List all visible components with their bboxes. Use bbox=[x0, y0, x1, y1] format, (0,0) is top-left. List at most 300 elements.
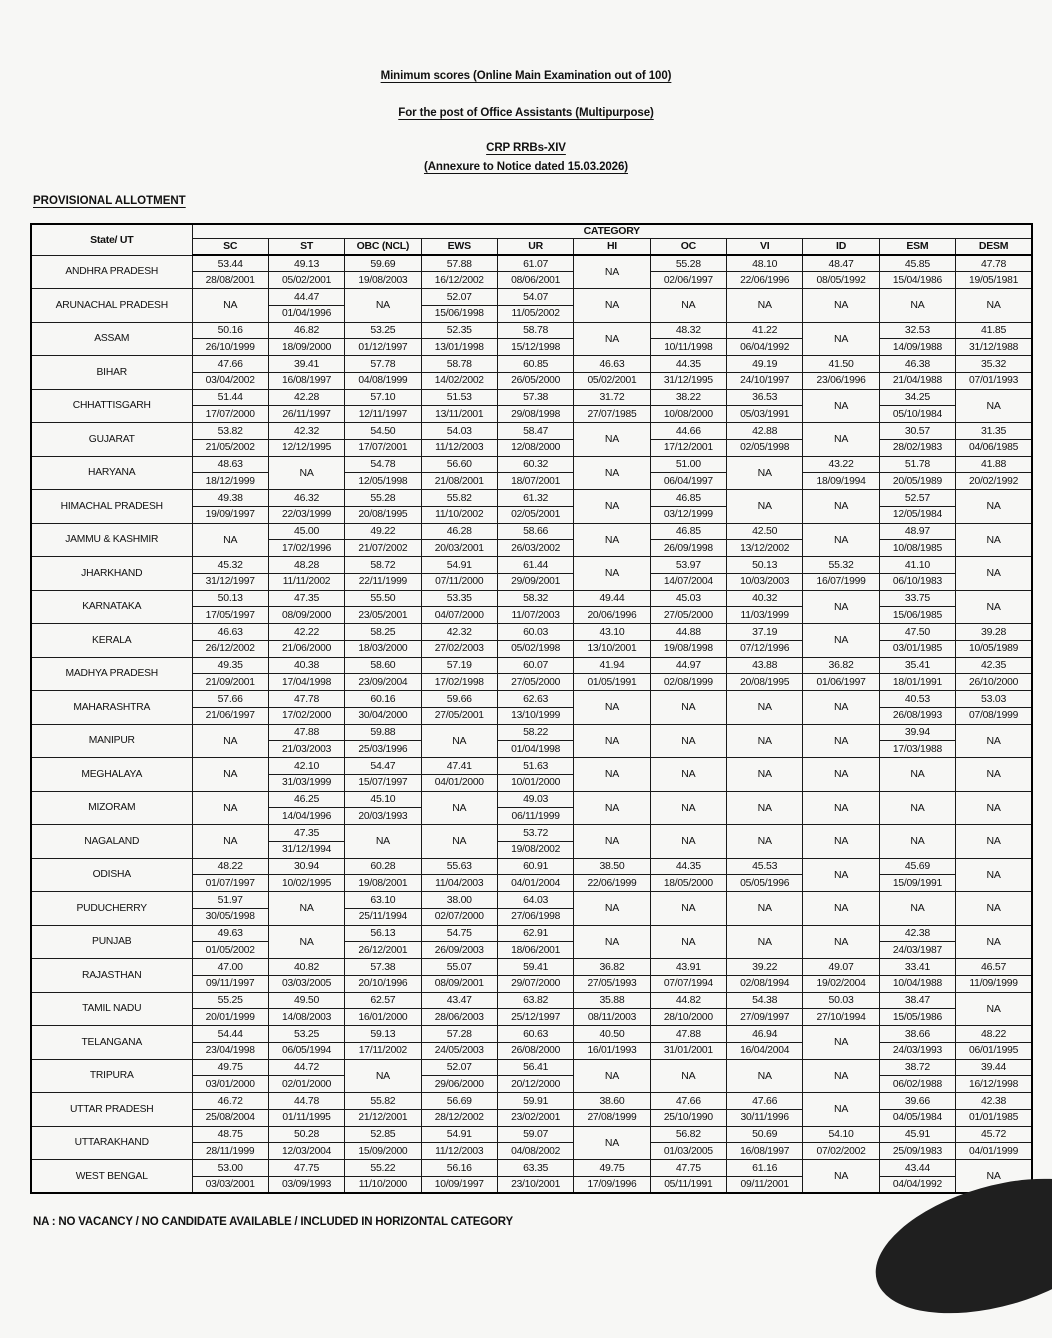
date-cell: 23/09/2004 bbox=[345, 674, 421, 691]
score-cell: 35.88 bbox=[574, 992, 650, 1009]
date-cell: 05/10/1984 bbox=[879, 406, 955, 423]
score-cell: 54.07 bbox=[497, 289, 573, 306]
date-cell: 10/02/1995 bbox=[268, 875, 344, 892]
date-cell: 11/07/2003 bbox=[497, 607, 573, 624]
score-cell: 42.32 bbox=[421, 624, 497, 641]
date-cell: 03/09/1993 bbox=[268, 1176, 344, 1193]
na-cell: NA bbox=[956, 590, 1032, 624]
score-cell: 42.50 bbox=[727, 523, 803, 540]
date-cell: 19/08/2002 bbox=[497, 841, 573, 858]
score-cell: 54.91 bbox=[421, 557, 497, 574]
date-cell: 02/07/2000 bbox=[421, 908, 497, 925]
na-cell: NA bbox=[956, 724, 1032, 758]
score-cell: 47.50 bbox=[879, 624, 955, 641]
col-header-st: ST bbox=[268, 238, 344, 255]
score-cell: 42.38 bbox=[879, 925, 955, 942]
score-cell: 63.35 bbox=[497, 1160, 573, 1177]
score-cell: 38.47 bbox=[879, 992, 955, 1009]
date-cell: 25/08/2004 bbox=[192, 1109, 268, 1126]
date-cell: 15/07/1997 bbox=[345, 774, 421, 791]
score-cell: 45.85 bbox=[879, 255, 955, 272]
date-cell: 29/09/2001 bbox=[497, 573, 573, 590]
date-cell: 02/08/1999 bbox=[650, 674, 726, 691]
date-cell: 17/12/2001 bbox=[650, 439, 726, 456]
date-cell: 12/05/1984 bbox=[879, 506, 955, 523]
date-cell: 11/09/1999 bbox=[956, 975, 1032, 992]
score-cell: 57.66 bbox=[192, 691, 268, 708]
state-cell: RAJASTHAN bbox=[31, 959, 192, 993]
score-cell: 49.07 bbox=[803, 959, 879, 976]
na-cell: NA bbox=[803, 624, 879, 658]
na-cell: NA bbox=[956, 1160, 1032, 1194]
na-cell: NA bbox=[803, 858, 879, 892]
score-cell: 58.60 bbox=[345, 657, 421, 674]
score-cell: 49.75 bbox=[192, 1059, 268, 1076]
date-cell: 23/10/2001 bbox=[497, 1176, 573, 1193]
na-cell: NA bbox=[727, 691, 803, 725]
score-cell: 42.22 bbox=[268, 624, 344, 641]
score-cell: 58.72 bbox=[345, 557, 421, 574]
date-cell: 26/08/2000 bbox=[497, 1042, 573, 1059]
score-cell: 53.00 bbox=[192, 1160, 268, 1177]
date-cell: 16/04/2004 bbox=[727, 1042, 803, 1059]
score-cell: 40.32 bbox=[727, 590, 803, 607]
score-cell: 51.00 bbox=[650, 456, 726, 473]
score-cell: 62.63 bbox=[497, 691, 573, 708]
date-cell: 04/01/2004 bbox=[497, 875, 573, 892]
date-cell: 17/02/1996 bbox=[268, 540, 344, 557]
score-cell: 54.47 bbox=[345, 758, 421, 775]
score-cell: 47.35 bbox=[268, 590, 344, 607]
date-cell: 05/02/1998 bbox=[497, 640, 573, 657]
score-cell: 40.50 bbox=[574, 1026, 650, 1043]
state-cell: MADHYA PRADESH bbox=[31, 657, 192, 691]
date-cell: 04/01/1999 bbox=[956, 1143, 1032, 1160]
score-cell: 38.50 bbox=[574, 858, 650, 875]
date-cell: 01/03/2005 bbox=[650, 1143, 726, 1160]
score-cell: 57.38 bbox=[497, 389, 573, 406]
date-cell: 25/09/1983 bbox=[879, 1143, 955, 1160]
score-cell: 54.44 bbox=[192, 1026, 268, 1043]
score-cell: 58.78 bbox=[421, 356, 497, 373]
state-cell: MEGHALAYA bbox=[31, 758, 192, 792]
date-cell: 31/12/1995 bbox=[650, 372, 726, 389]
na-cell: NA bbox=[727, 925, 803, 959]
date-cell: 29/08/1998 bbox=[497, 406, 573, 423]
date-cell: 02/06/1997 bbox=[650, 272, 726, 289]
state-cell: ASSAM bbox=[31, 322, 192, 356]
category-header: CATEGORY bbox=[192, 224, 1032, 238]
score-cell: 55.22 bbox=[345, 1160, 421, 1177]
date-cell: 29/06/2000 bbox=[421, 1076, 497, 1093]
score-cell: 31.35 bbox=[956, 423, 1032, 440]
na-legend: NA : NO VACANCY / NO CANDIDATE AVAILABLE / INCLUDED IN HORIZONTAL CATEGORY bbox=[33, 1216, 513, 1228]
na-cell: NA bbox=[727, 892, 803, 926]
state-cell: MIZORAM bbox=[31, 791, 192, 825]
date-cell: 09/11/1997 bbox=[192, 975, 268, 992]
state-cell: HARYANA bbox=[31, 456, 192, 490]
na-cell: NA bbox=[956, 925, 1032, 959]
na-cell: NA bbox=[956, 892, 1032, 926]
na-cell: NA bbox=[192, 724, 268, 758]
date-cell: 07/11/2000 bbox=[421, 573, 497, 590]
score-cell: 35.41 bbox=[879, 657, 955, 674]
date-cell: 24/05/2003 bbox=[421, 1042, 497, 1059]
date-cell: 26/09/2003 bbox=[421, 942, 497, 959]
date-cell: 25/03/1996 bbox=[345, 741, 421, 758]
date-cell: 05/02/2001 bbox=[268, 272, 344, 289]
date-cell: 20/08/1995 bbox=[727, 674, 803, 691]
score-cell: 47.88 bbox=[650, 1026, 726, 1043]
score-cell: 47.66 bbox=[727, 1093, 803, 1110]
date-cell: 22/11/1999 bbox=[345, 573, 421, 590]
score-cell: 44.47 bbox=[268, 289, 344, 306]
na-cell: NA bbox=[192, 523, 268, 557]
date-cell: 17/07/2001 bbox=[345, 439, 421, 456]
na-cell: NA bbox=[345, 289, 421, 323]
score-cell: 45.91 bbox=[879, 1126, 955, 1143]
score-cell: 50.03 bbox=[803, 992, 879, 1009]
date-cell: 19/08/1998 bbox=[650, 640, 726, 657]
score-cell: 47.88 bbox=[268, 724, 344, 741]
date-cell: 31/12/1994 bbox=[268, 841, 344, 858]
date-cell: 01/11/1995 bbox=[268, 1109, 344, 1126]
date-cell: 20/10/1996 bbox=[345, 975, 421, 992]
score-cell: 52.07 bbox=[421, 1059, 497, 1076]
na-cell: NA bbox=[574, 557, 650, 591]
na-cell: NA bbox=[727, 289, 803, 323]
na-cell: NA bbox=[574, 523, 650, 557]
date-cell: 26/09/1998 bbox=[650, 540, 726, 557]
date-cell: 04/08/1999 bbox=[345, 372, 421, 389]
score-cell: 51.44 bbox=[192, 389, 268, 406]
score-cell: 42.88 bbox=[727, 423, 803, 440]
na-cell: NA bbox=[574, 255, 650, 289]
score-cell: 53.72 bbox=[497, 825, 573, 842]
date-cell: 06/05/1994 bbox=[268, 1042, 344, 1059]
date-cell: 15/12/1998 bbox=[497, 339, 573, 356]
date-cell: 04/01/2000 bbox=[421, 774, 497, 791]
date-cell: 10/01/2000 bbox=[497, 774, 573, 791]
score-cell: 56.16 bbox=[421, 1160, 497, 1177]
score-cell: 41.22 bbox=[727, 322, 803, 339]
date-cell: 25/10/1990 bbox=[650, 1109, 726, 1126]
date-cell: 22/06/1996 bbox=[727, 272, 803, 289]
date-cell: 11/05/2002 bbox=[497, 305, 573, 322]
state-cell: TELANGANA bbox=[31, 1026, 192, 1060]
score-cell: 47.00 bbox=[192, 959, 268, 976]
score-cell: 58.66 bbox=[497, 523, 573, 540]
na-cell: NA bbox=[574, 691, 650, 725]
na-cell: NA bbox=[879, 892, 955, 926]
score-cell: 51.78 bbox=[879, 456, 955, 473]
score-cell: 59.41 bbox=[497, 959, 573, 976]
date-cell: 17/02/1998 bbox=[421, 674, 497, 691]
score-cell: 48.97 bbox=[879, 523, 955, 540]
na-cell: NA bbox=[421, 825, 497, 859]
date-cell: 15/05/1986 bbox=[879, 1009, 955, 1026]
na-cell: NA bbox=[650, 289, 726, 323]
date-cell: 20/08/1995 bbox=[345, 506, 421, 523]
state-cell: CHHATTISGARH bbox=[31, 389, 192, 423]
na-cell: NA bbox=[803, 1160, 879, 1194]
col-header-sc: SC bbox=[192, 238, 268, 255]
na-cell: NA bbox=[803, 322, 879, 356]
score-cell: 57.10 bbox=[345, 389, 421, 406]
score-cell: 43.47 bbox=[421, 992, 497, 1009]
score-cell: 30.57 bbox=[879, 423, 955, 440]
col-header-ur: UR bbox=[497, 238, 573, 255]
score-cell: 49.22 bbox=[345, 523, 421, 540]
date-cell: 31/12/1988 bbox=[956, 339, 1032, 356]
date-cell: 03/12/1999 bbox=[650, 506, 726, 523]
document-header bbox=[0, 70, 1052, 173]
score-cell: 46.72 bbox=[192, 1093, 268, 1110]
date-cell: 21/04/1988 bbox=[879, 372, 955, 389]
date-cell: 15/06/1998 bbox=[421, 305, 497, 322]
score-cell: 60.32 bbox=[497, 456, 573, 473]
score-cell: 49.75 bbox=[574, 1160, 650, 1177]
score-cell: 45.53 bbox=[727, 858, 803, 875]
score-cell: 46.85 bbox=[650, 523, 726, 540]
date-cell: 28/10/2000 bbox=[650, 1009, 726, 1026]
na-cell: NA bbox=[727, 825, 803, 859]
na-cell: NA bbox=[956, 992, 1032, 1026]
na-cell: NA bbox=[803, 423, 879, 457]
score-cell: 56.60 bbox=[421, 456, 497, 473]
score-cell: 45.72 bbox=[956, 1126, 1032, 1143]
score-cell: 41.94 bbox=[574, 657, 650, 674]
score-cell: 53.03 bbox=[956, 691, 1032, 708]
score-cell: 45.10 bbox=[345, 791, 421, 808]
date-cell: 31/01/2001 bbox=[650, 1042, 726, 1059]
col-header-oc: OC bbox=[650, 238, 726, 255]
na-cell: NA bbox=[574, 490, 650, 524]
date-cell: 15/06/1985 bbox=[879, 607, 955, 624]
date-cell: 10/04/1988 bbox=[879, 975, 955, 992]
date-cell: 28/11/1999 bbox=[192, 1143, 268, 1160]
score-cell: 57.19 bbox=[421, 657, 497, 674]
date-cell: 23/04/1998 bbox=[192, 1042, 268, 1059]
na-cell: NA bbox=[650, 758, 726, 792]
date-cell: 13/01/1998 bbox=[421, 339, 497, 356]
na-cell: NA bbox=[345, 825, 421, 859]
score-cell: 47.66 bbox=[650, 1093, 726, 1110]
score-cell: 34.25 bbox=[879, 389, 955, 406]
score-cell: 58.32 bbox=[497, 590, 573, 607]
date-cell: 14/02/2002 bbox=[421, 372, 497, 389]
score-cell: 39.28 bbox=[956, 624, 1032, 641]
date-cell: 23/02/2001 bbox=[497, 1109, 573, 1126]
score-cell: 43.22 bbox=[803, 456, 879, 473]
na-cell: NA bbox=[803, 289, 879, 323]
date-cell: 11/11/2002 bbox=[268, 573, 344, 590]
date-cell: 19/08/2001 bbox=[345, 875, 421, 892]
date-cell: 12/05/1998 bbox=[345, 473, 421, 490]
date-cell: 11/03/1999 bbox=[727, 607, 803, 624]
state-cell: ARUNACHAL PRADESH bbox=[31, 289, 192, 323]
score-cell: 42.28 bbox=[268, 389, 344, 406]
score-cell: 35.32 bbox=[956, 356, 1032, 373]
date-cell: 30/04/2000 bbox=[345, 707, 421, 724]
date-cell: 24/03/1993 bbox=[879, 1042, 955, 1059]
state-cell: UTTARAKHAND bbox=[31, 1126, 192, 1160]
date-cell: 15/09/1991 bbox=[879, 875, 955, 892]
score-cell: 43.44 bbox=[879, 1160, 955, 1177]
na-cell: NA bbox=[879, 758, 955, 792]
date-cell: 07/12/1996 bbox=[727, 640, 803, 657]
date-cell: 21/06/1997 bbox=[192, 707, 268, 724]
date-cell: 26/12/2002 bbox=[192, 640, 268, 657]
date-cell: 11/04/2003 bbox=[421, 875, 497, 892]
na-cell: NA bbox=[574, 423, 650, 457]
date-cell: 10/08/2000 bbox=[650, 406, 726, 423]
score-cell: 59.13 bbox=[345, 1026, 421, 1043]
score-cell: 39.22 bbox=[727, 959, 803, 976]
date-cell: 13/10/1999 bbox=[497, 707, 573, 724]
date-cell: 08/09/2001 bbox=[421, 975, 497, 992]
date-cell: 06/01/1995 bbox=[956, 1042, 1032, 1059]
col-header-vi: VI bbox=[727, 238, 803, 255]
score-cell: 54.10 bbox=[803, 1126, 879, 1143]
document-subtitle: For the post of Office Assistants (Multipurpose) bbox=[398, 107, 654, 119]
score-cell: 43.88 bbox=[727, 657, 803, 674]
score-cell: 49.50 bbox=[268, 992, 344, 1009]
score-cell: 47.66 bbox=[192, 356, 268, 373]
date-cell: 02/05/2001 bbox=[497, 506, 573, 523]
date-cell: 15/09/2000 bbox=[345, 1143, 421, 1160]
score-cell: 38.22 bbox=[650, 389, 726, 406]
na-cell: NA bbox=[803, 1059, 879, 1093]
na-cell: NA bbox=[879, 791, 955, 825]
date-cell: 21/08/2001 bbox=[421, 473, 497, 490]
col-header-esm: ESM bbox=[879, 238, 955, 255]
score-cell: 55.07 bbox=[421, 959, 497, 976]
date-cell: 21/07/2002 bbox=[345, 540, 421, 557]
score-cell: 55.25 bbox=[192, 992, 268, 1009]
col-header-ews: EWS bbox=[421, 238, 497, 255]
na-cell: NA bbox=[803, 758, 879, 792]
na-cell: NA bbox=[956, 825, 1032, 859]
date-cell: 21/12/2001 bbox=[345, 1109, 421, 1126]
date-cell: 24/10/1997 bbox=[727, 372, 803, 389]
date-cell: 20/02/1992 bbox=[956, 473, 1032, 490]
score-cell: 38.72 bbox=[879, 1059, 955, 1076]
date-cell: 08/05/1992 bbox=[803, 272, 879, 289]
score-cell: 60.28 bbox=[345, 858, 421, 875]
score-cell: 62.57 bbox=[345, 992, 421, 1009]
date-cell: 25/11/1994 bbox=[345, 908, 421, 925]
score-cell: 47.75 bbox=[268, 1160, 344, 1177]
date-cell: 09/11/2001 bbox=[727, 1176, 803, 1193]
score-cell: 53.35 bbox=[421, 590, 497, 607]
date-cell: 01/04/1996 bbox=[268, 305, 344, 322]
score-cell: 52.85 bbox=[345, 1126, 421, 1143]
score-cell: 48.32 bbox=[650, 322, 726, 339]
score-cell: 50.28 bbox=[268, 1126, 344, 1143]
date-cell: 18/05/2000 bbox=[650, 875, 726, 892]
col-header-desm: DESM bbox=[956, 238, 1032, 255]
date-cell: 27/08/1999 bbox=[574, 1109, 650, 1126]
na-cell: NA bbox=[192, 791, 268, 825]
score-cell: 60.07 bbox=[497, 657, 573, 674]
date-cell: 03/01/1985 bbox=[879, 640, 955, 657]
date-cell: 07/07/1994 bbox=[650, 975, 726, 992]
score-cell: 44.97 bbox=[650, 657, 726, 674]
date-cell: 27/07/1985 bbox=[574, 406, 650, 423]
date-cell: 21/09/2001 bbox=[192, 674, 268, 691]
date-cell: 20/05/1989 bbox=[879, 473, 955, 490]
score-cell: 42.35 bbox=[956, 657, 1032, 674]
date-cell: 20/01/1999 bbox=[192, 1009, 268, 1026]
score-cell: 46.82 bbox=[268, 322, 344, 339]
na-cell: NA bbox=[574, 322, 650, 356]
na-cell: NA bbox=[956, 389, 1032, 423]
date-cell: 19/09/1997 bbox=[192, 506, 268, 523]
score-cell: 49.03 bbox=[497, 791, 573, 808]
state-cell: HIMACHAL PRADESH bbox=[31, 490, 192, 524]
score-cell: 45.03 bbox=[650, 590, 726, 607]
date-cell: 14/09/1988 bbox=[879, 339, 955, 356]
date-cell: 27/02/2003 bbox=[421, 640, 497, 657]
score-cell: 37.19 bbox=[727, 624, 803, 641]
na-cell: NA bbox=[727, 724, 803, 758]
score-cell: 56.41 bbox=[497, 1059, 573, 1076]
score-cell: 36.82 bbox=[574, 959, 650, 976]
score-cell: 44.82 bbox=[650, 992, 726, 1009]
date-cell: 03/03/2005 bbox=[268, 975, 344, 992]
score-cell: 60.85 bbox=[497, 356, 573, 373]
score-cell: 60.16 bbox=[345, 691, 421, 708]
date-cell: 21/05/2002 bbox=[192, 439, 268, 456]
na-cell: NA bbox=[650, 892, 726, 926]
score-cell: 59.91 bbox=[497, 1093, 573, 1110]
date-cell: 28/12/2002 bbox=[421, 1109, 497, 1126]
date-cell: 17/03/1988 bbox=[879, 741, 955, 758]
na-cell: NA bbox=[192, 289, 268, 323]
score-cell: 40.82 bbox=[268, 959, 344, 976]
date-cell: 28/02/1983 bbox=[879, 439, 955, 456]
score-cell: 53.25 bbox=[345, 322, 421, 339]
na-cell: NA bbox=[803, 1026, 879, 1060]
date-cell: 06/04/1992 bbox=[727, 339, 803, 356]
na-cell: NA bbox=[956, 791, 1032, 825]
score-cell: 48.10 bbox=[727, 255, 803, 272]
date-cell: 27/05/1993 bbox=[574, 975, 650, 992]
date-cell: 30/05/1998 bbox=[192, 908, 268, 925]
score-cell: 39.44 bbox=[956, 1059, 1032, 1076]
score-cell: 55.28 bbox=[345, 490, 421, 507]
score-cell: 57.78 bbox=[345, 356, 421, 373]
score-cell: 58.47 bbox=[497, 423, 573, 440]
date-cell: 31/03/1999 bbox=[268, 774, 344, 791]
na-cell: NA bbox=[956, 523, 1032, 557]
score-cell: 49.19 bbox=[727, 356, 803, 373]
score-cell: 55.50 bbox=[345, 590, 421, 607]
date-cell: 02/01/2000 bbox=[268, 1076, 344, 1093]
na-cell: NA bbox=[650, 1059, 726, 1093]
score-cell: 39.41 bbox=[268, 356, 344, 373]
score-cell: 47.41 bbox=[421, 758, 497, 775]
score-cell: 46.28 bbox=[421, 523, 497, 540]
score-cell: 59.88 bbox=[345, 724, 421, 741]
score-cell: 48.22 bbox=[956, 1026, 1032, 1043]
date-cell: 04/08/2002 bbox=[497, 1143, 573, 1160]
score-cell: 33.41 bbox=[879, 959, 955, 976]
date-cell: 19/05/1981 bbox=[956, 272, 1032, 289]
score-cell: 62.91 bbox=[497, 925, 573, 942]
score-cell: 50.13 bbox=[192, 590, 268, 607]
